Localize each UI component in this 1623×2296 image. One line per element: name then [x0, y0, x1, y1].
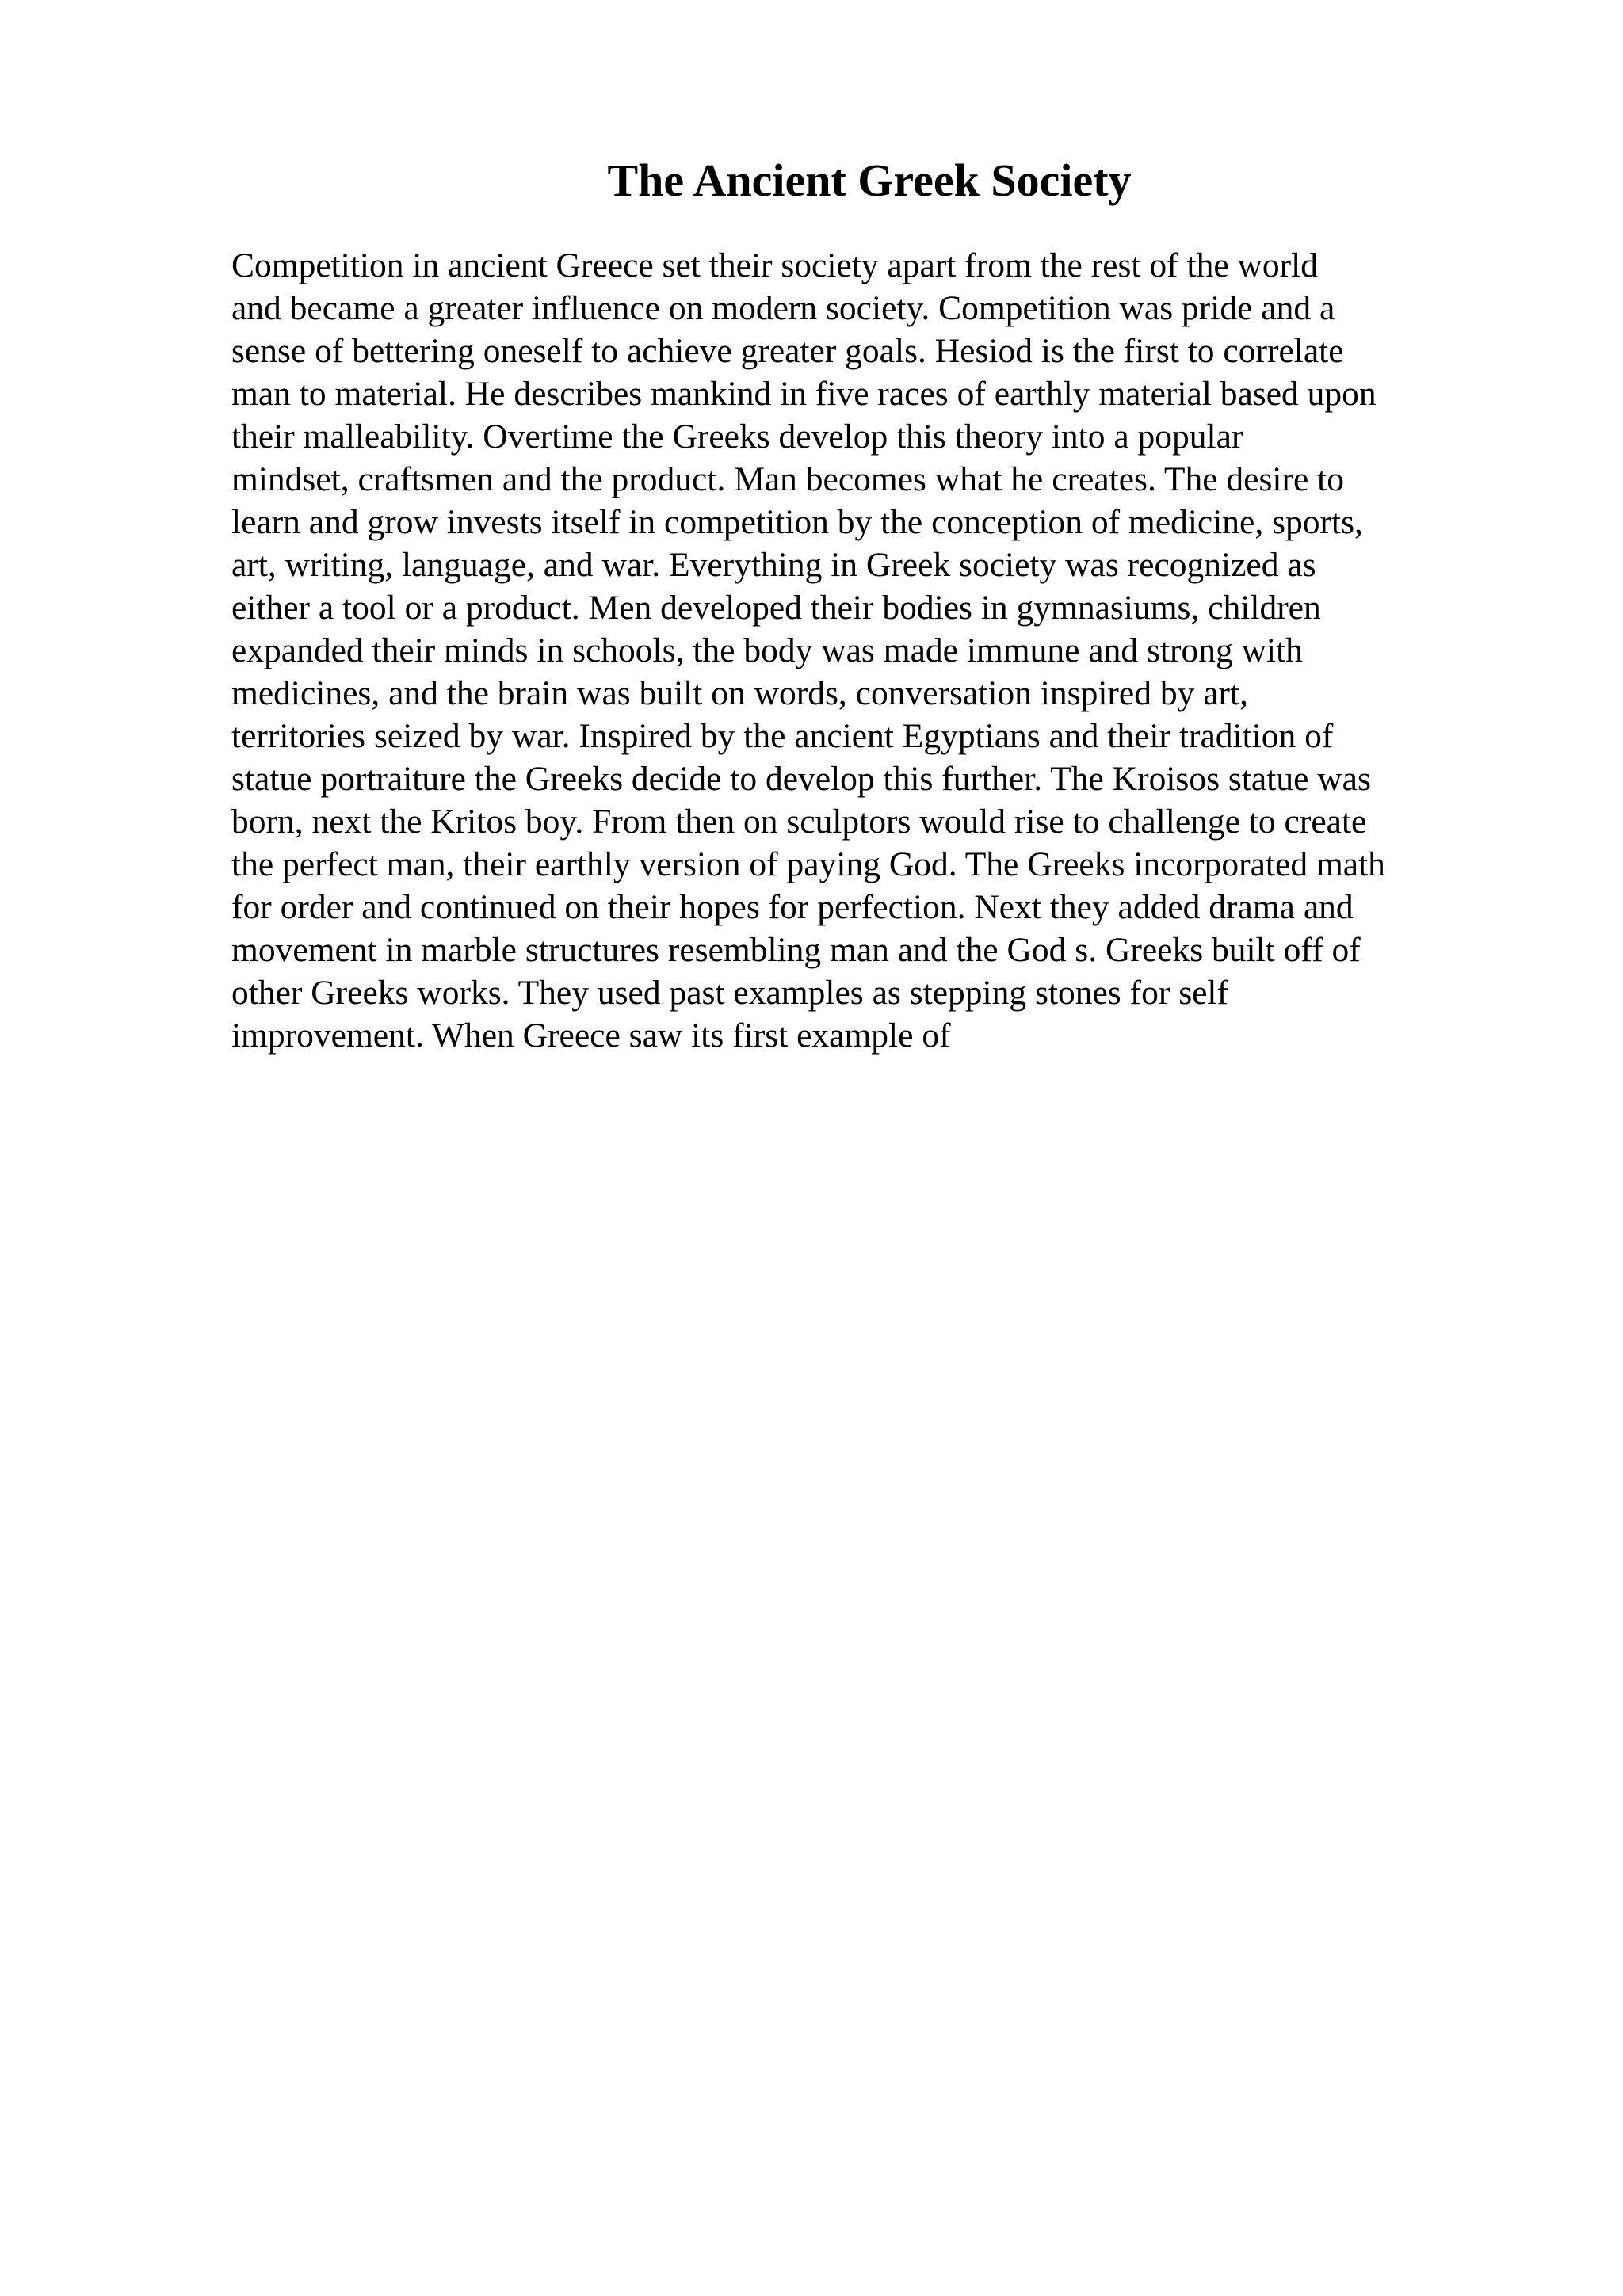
body-line: territories seized by war. Inspired by the ancient Egyptians and their tradition of: [231, 717, 1334, 755]
body-line: either a tool or a product. Men developed their bodies in gymnasiums, children: [231, 589, 1321, 627]
body-line: their malleability. Overtime the Greeks develop this theory into a popular: [231, 418, 1243, 456]
body-line: movement in marble structures resembling man and the God s. Greeks built off of: [231, 931, 1361, 969]
body-line: man to material. He describes mankind in five races of earthly material based upon: [231, 375, 1377, 413]
body-line: the perfect man, their earthly version of paying God. The Greeks incorporated math: [231, 845, 1385, 883]
body-line: born, next the Kritos boy. From then on sculptors would rise to challenge to create: [231, 803, 1367, 841]
body-line: other Greeks works. They used past examples as stepping stones for self: [231, 974, 1228, 1012]
body-line: mindset, craftsmen and the product. Man becomes what he creates. The desire to: [231, 460, 1345, 498]
body-line: expanded their minds in schools, the body was made immune and strong with: [231, 631, 1303, 669]
document-body: [231, 244, 1499, 1057]
body-line: for order and continued on their hopes for perfection. Next they added drama and: [231, 888, 1354, 926]
body-line: art, writing, language, and war. Everything in Greek society was recognized as: [231, 546, 1316, 584]
body-line: Competition in ancient Greece set their society apart from the rest of the world: [231, 246, 1318, 284]
body-line: learn and grow invests itself in competition by the conception of medicine, sports,: [231, 503, 1363, 541]
body-line: sense of bettering oneself to achieve greater goals. Hesiod is the first to correlate: [231, 332, 1344, 370]
document-title: The Ancient Greek Society: [607, 154, 1132, 206]
body-line: improvement. When Greece saw its first example of: [231, 1016, 951, 1055]
body-line: statue portraiture the Greeks decide to develop this further. The Kroisos statue was: [231, 760, 1371, 798]
body-line: medicines, and the brain was built on words, conversation inspired by art,: [231, 674, 1248, 712]
body-line: and became a greater influence on modern society. Competition was pride and a: [231, 289, 1335, 327]
